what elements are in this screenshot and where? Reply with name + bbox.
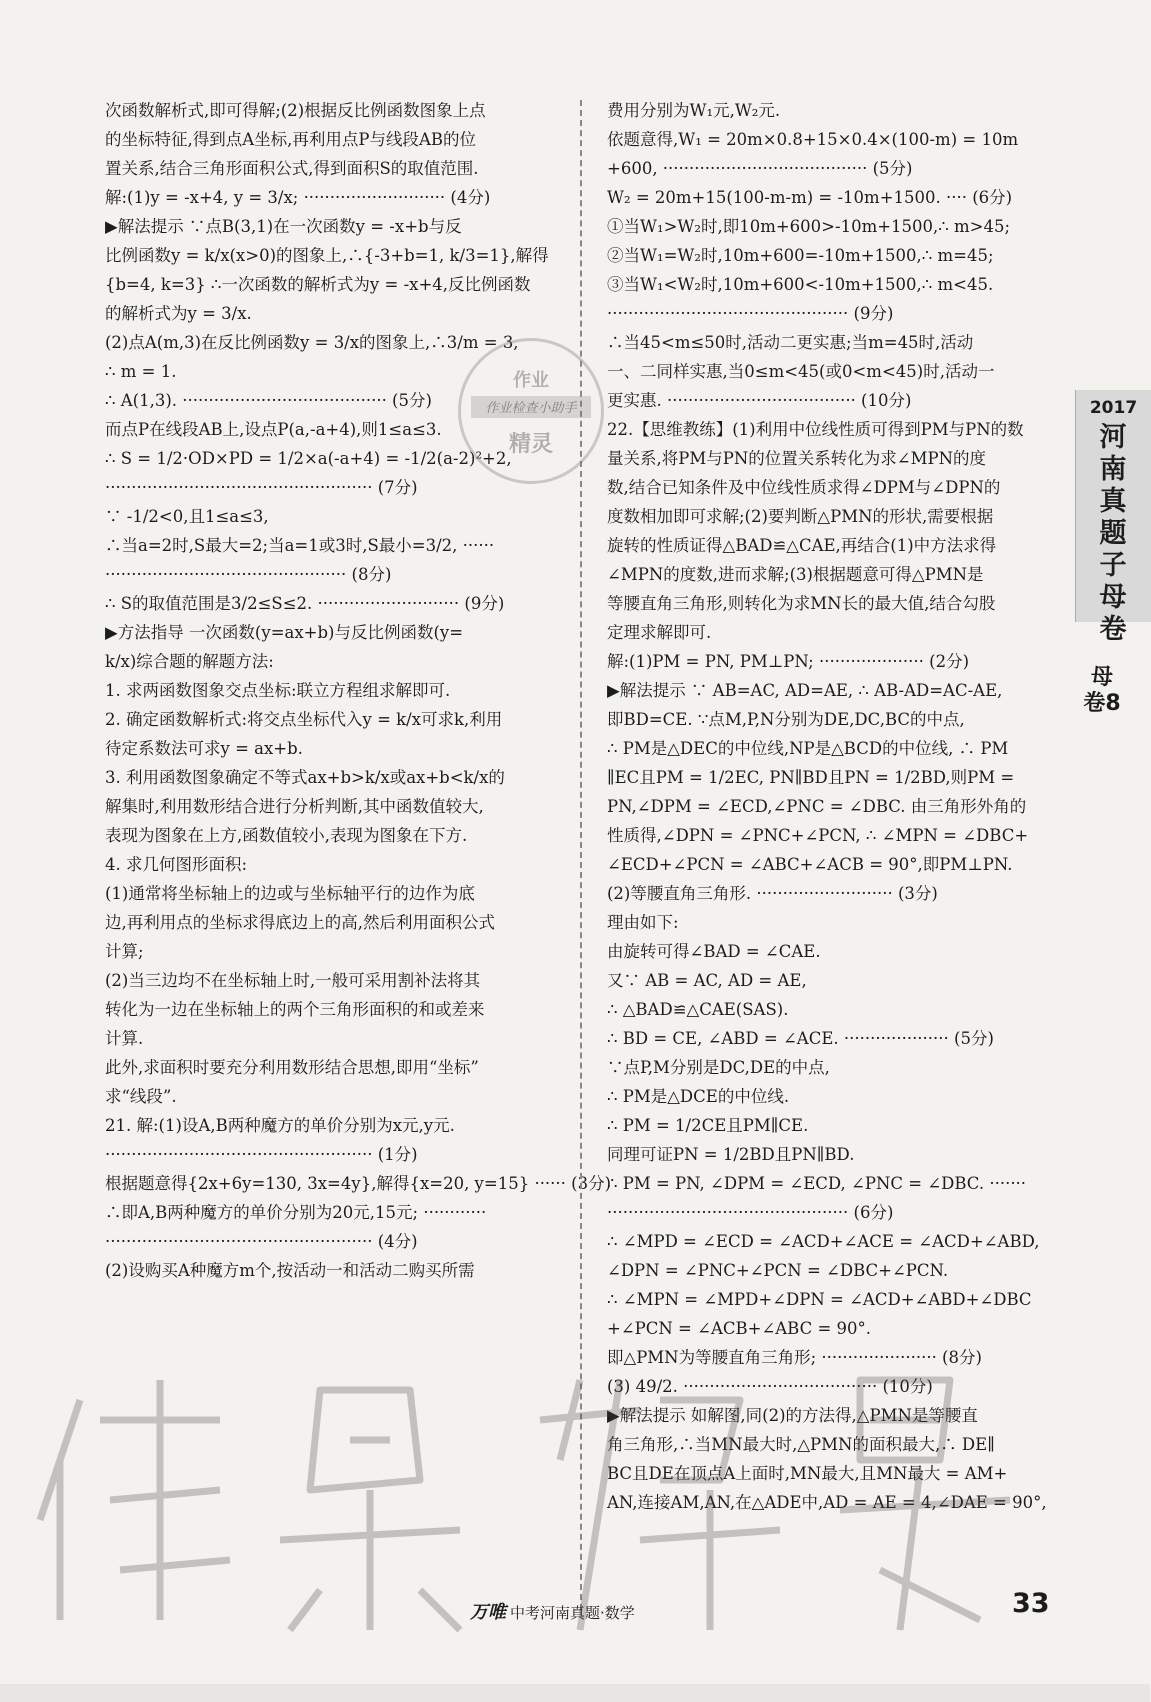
- left-column-line: ∵ -1/2<0,且1≤a≤3,: [105, 507, 269, 526]
- left-column-line: ∴ S = 1/2·OD×PD = 1/2×a(-a+4) = -1/2(a-2)²+2,: [105, 449, 512, 468]
- right-column-line: 角三角形,∴当MN最大时,△PMN的面积最大,∴ DE∥: [607, 1435, 995, 1454]
- left-column-line: ∴ S的取值范围是3/2≤S≤2. ··························· (9分): [105, 594, 505, 613]
- left-column-line: 转化为一边在坐标轴上的两个三角形面积的和或差来: [105, 1000, 485, 1019]
- sidebar-tab: [1075, 390, 1151, 645]
- right-column-line: ∵点P,M分别是DC,DE的中点,: [607, 1058, 830, 1077]
- left-column-line: ∴即A,B两种魔方的单价分别为20元,15元; ············: [105, 1203, 487, 1222]
- left-column-line: 此外,求面积时要充分利用数形结合思想,即用“坐标”: [105, 1058, 479, 1077]
- right-column-line: (3) 49/2. ····································· (10分): [607, 1377, 933, 1396]
- right-column-line: 又∵ AB = AC, AD = AE,: [607, 971, 807, 990]
- left-column-line: 表现为图象在上方,函数值较小,表现为图象在下方.: [105, 826, 468, 845]
- right-column-line: 解:(1)PM = PN, PM⊥PN; ···················· (2分): [607, 652, 970, 671]
- left-column-line: 求“线段”.: [105, 1087, 177, 1106]
- right-column-line: ∴ PM = PN, ∠DPM = ∠ECD, ∠PNC = ∠DBC. ·······: [607, 1174, 1027, 1193]
- left-column-line: ··················································· (7分): [105, 478, 418, 497]
- right-column-line: +600, ······································· (5分): [607, 159, 913, 178]
- right-column-line: BC且DE在顶点A上面时,MN最大,且MN最大 = AM+: [607, 1464, 1008, 1483]
- left-column-line: 的解析式为y = 3/x.: [105, 304, 252, 323]
- right-column-line: 一、二同样实惠,当0≤m<45(或0<m<45)时,活动一: [607, 362, 995, 381]
- left-column-line: 次函数解析式,即可得解;(2)根据反比例函数图象上点: [105, 101, 486, 120]
- left-column-line: 比例函数y = k/x(x>0)的图象上,∴{-3+b=1, k/3=1},解得: [105, 246, 549, 265]
- right-column-line: ②当W₁=W₂时,10m+600=-10m+1500,∴ m=45;: [607, 246, 994, 265]
- right-column-line: 数,结合已知条件及中位线性质求得∠DPM与∠DPN的: [607, 478, 1001, 497]
- right-column-line: ∴ PM是△DCE的中位线.: [607, 1087, 790, 1106]
- svg-text:精灵: 精灵: [508, 432, 554, 457]
- right-column-line: (2)等腰直角三角形. ·························· (3分): [607, 884, 938, 903]
- left-column-line: 待定系数法可求y = ax+b.: [105, 739, 303, 758]
- left-column-line: (1)通常将坐标轴上的边或与坐标轴平行的边作为底: [105, 884, 475, 903]
- left-column-line: ∴ A(1,3). ······································· (5分): [105, 391, 432, 410]
- left-column-line: 1. 求两函数图象交点坐标:联立方程组求解即可.: [105, 681, 451, 700]
- right-column-line: 量关系,将PM与PN的位置关系转化为求∠MPN的度: [607, 449, 987, 468]
- svg-text:作业: 作业: [513, 370, 549, 391]
- right-column-line: ∠ECD+∠PCN = ∠ABC+∠ACB = 90°,即PM⊥PN.: [607, 855, 1013, 874]
- right-column-line: 即BD=CE. ∵点M,P,N分别为DE,DC,BC的中点,: [607, 710, 965, 729]
- right-column-line: 理由如下:: [607, 913, 679, 932]
- right-column-line: ▶解法提示 如解图,同(2)的方法得,△PMN是等腰直: [607, 1406, 978, 1425]
- left-column-line: (2)设购买A种魔方m个,按活动一和活动二购买所需: [105, 1261, 475, 1280]
- footer-brand: 万唯: [470, 1602, 506, 1623]
- left-column-line: 2. 确定函数解析式:将交点坐标代入y = k/x可求k,利用: [105, 710, 503, 729]
- right-column-line: ·············································· (9分): [607, 304, 894, 323]
- right-column-line: 旋转的性质证得△BAD≌△CAE,再结合(1)中方法求得: [607, 536, 997, 555]
- svg-text:作业检查小助手: 作业检查小助手: [485, 401, 577, 416]
- right-column-line: ∴当45<m≤50时,活动二更实惠;当m=45时,活动: [607, 333, 974, 352]
- left-column-line: {b=4, k=3} ∴一次函数的解析式为y = -x+4,反比例函数: [105, 275, 531, 294]
- left-column-line: 21. 解:(1)设A,B两种魔方的单价分别为x元,y元.: [105, 1116, 455, 1135]
- stamp-seal: [458, 338, 604, 484]
- right-column-line: 即△PMN为等腰直角三角形; ······················ (8分): [607, 1348, 982, 1367]
- right-column-line: ∴ PM = 1/2CE且PM∥CE.: [607, 1116, 809, 1135]
- left-column: [105, 96, 612, 1285]
- right-column-line: ∴ ∠MPN = ∠MPD+∠DPN = ∠ACD+∠ABD+∠DBC: [607, 1290, 1032, 1309]
- right-column-line: ∴ ∠MPD = ∠ECD = ∠ACD+∠ACE = ∠ACD+∠ABD,: [607, 1232, 1040, 1251]
- stamp-graphic: [461, 341, 601, 481]
- right-column-line: 定理求解即可.: [607, 623, 712, 642]
- left-column-line: 解:(1)y = -x+4, y = 3/x; ··························· (4分): [105, 188, 491, 207]
- watermark-graphic: [20, 1340, 1120, 1640]
- left-column-line: 的坐标特征,得到点A坐标,再利用点P与线段AB的位: [105, 130, 477, 149]
- right-column-line: 等腰直角三角形,则转化为求MN长的最大值,结合勾股: [607, 594, 996, 613]
- left-column-line: ∴当a=2时,S最大=2;当a=1或3时,S最小=3/2, ······: [105, 536, 495, 555]
- right-column-line: 由旋转可得∠BAD = ∠CAE.: [607, 942, 821, 961]
- right-column-line: ①当W₁>W₂时,即10m+600>-10m+1500,∴ m>45;: [607, 217, 1011, 236]
- sidebar-title: 河南真题子母卷: [1099, 422, 1127, 645]
- bottom-band: [0, 1684, 1150, 1702]
- right-column-line: 依题意得,W₁ = 20m×0.8+15×0.4×(100-m) = 10m: [607, 130, 1019, 149]
- right-column-line: AN,连接AM,AN,在△ADE中,AD = AE = 4,∠DAE = 90°,: [607, 1493, 1047, 1512]
- left-column-line: 解集时,利用数形结合进行分析判断,其中函数值较大,: [105, 797, 484, 816]
- left-column-line: ·············································· (8分): [105, 565, 392, 584]
- right-column: [607, 96, 1057, 1517]
- left-column-line: 计算.: [105, 1029, 144, 1048]
- page-number: 33: [1012, 1588, 1050, 1619]
- left-column-line: 置关系,结合三角形面积公式,得到面积S的取值范围.: [105, 159, 479, 178]
- left-column-line: 边,再利用点的坐标求得底边上的高,然后利用面积公式: [105, 913, 495, 932]
- left-column-line: k/x)综合题的解题方法:: [105, 652, 274, 671]
- left-column-line: 4. 求几何图形面积:: [105, 855, 248, 874]
- left-column-line: 根据题意得{2x+6y=130, 3x=4y},解得{x=20, y=15} ······ (3分): [105, 1174, 612, 1193]
- left-column-line: (2)点A(m,3)在反比例函数y = 3/x的图象上,∴3/m = 3,: [105, 333, 519, 352]
- right-column-line: 性质得,∠DPN = ∠PNC+∠PCN, ∴ ∠MPN = ∠DBC+: [607, 826, 1029, 845]
- right-column-line: PN,∠DPM = ∠ECD,∠PNC = ∠DBC. 由三角形外角的: [607, 797, 1027, 816]
- right-column-line: 度数相加即可求解;(2)要判断△PMN的形状,需要根据: [607, 507, 994, 526]
- left-column-line: (2)当三边均不在坐标轴上时,一般可采用割补法将其: [105, 971, 481, 990]
- left-column-line: ▶解法提示 ∵点B(3,1)在一次函数y = -x+b与反: [105, 217, 462, 236]
- footer: [470, 1598, 635, 1624]
- right-column-line: ∴ PM是△DEC的中位线,NP是△BCD的中位线, ∴ PM: [607, 739, 1009, 758]
- sidebar-year: 2017: [1089, 398, 1138, 418]
- right-column-line: 更实惠. ···································· (10分): [607, 391, 912, 410]
- right-column-line: ∥EC且PM = 1/2EC, PN∥BD且PN = 1/2BD,则PM =: [607, 768, 1015, 787]
- left-column-line: 计算;: [105, 942, 144, 961]
- right-column-line: W₂ = 20m+15(100-m-m) = -10m+1500. ···· (6分): [607, 188, 1013, 207]
- right-column-line: ∠MPN的度数,进而求解;(3)根据题意可得△PMN是: [607, 565, 984, 584]
- right-column-line: ∴ △BAD≌△CAE(SAS).: [607, 1000, 789, 1019]
- footer-text: 中考河南真题·数学: [510, 1604, 635, 1622]
- right-column-line: 同理可证PN = 1/2BD且PN∥BD.: [607, 1145, 855, 1164]
- left-column-line: ··················································· (1分): [105, 1145, 418, 1164]
- sidebar-subtitle: 母卷8: [1083, 665, 1121, 716]
- left-column-line: ▶方法指导 一次函数(y=ax+b)与反比例函数(y=: [105, 623, 464, 642]
- right-column-line: 费用分别为W₁元,W₂元.: [607, 101, 781, 120]
- right-column-line: ∠DPN = ∠PNC+∠PCN = ∠DBC+∠PCN.: [607, 1261, 949, 1280]
- left-column-line: 3. 利用函数图象确定不等式ax+b>k/x或ax+b<k/x的: [105, 768, 505, 787]
- left-column-line: ∴ m = 1.: [105, 362, 177, 381]
- right-column-line: ∴ BD = CE, ∠ABD = ∠ACE. ···················· (5分): [607, 1029, 994, 1048]
- left-column-line: ··················································· (4分): [105, 1232, 418, 1251]
- left-column-line: 而点P在线段AB上,设点P(a,-a+4),则1≤a≤3.: [105, 420, 442, 439]
- right-column-line: ③当W₁<W₂时,10m+600<-10m+1500,∴ m<45.: [607, 275, 994, 294]
- right-column-line: +∠PCN = ∠ACB+∠ABC = 90°.: [607, 1319, 872, 1338]
- right-column-line: ▶解法提示 ∵ AB=AC, AD=AE, ∴ AB-AD=AC-AE,: [607, 681, 1003, 700]
- right-column-line: ·············································· (6分): [607, 1203, 894, 1222]
- right-column-line: 22.【思维教练】(1)利用中位线性质可得到PM与PN的数: [607, 420, 1024, 439]
